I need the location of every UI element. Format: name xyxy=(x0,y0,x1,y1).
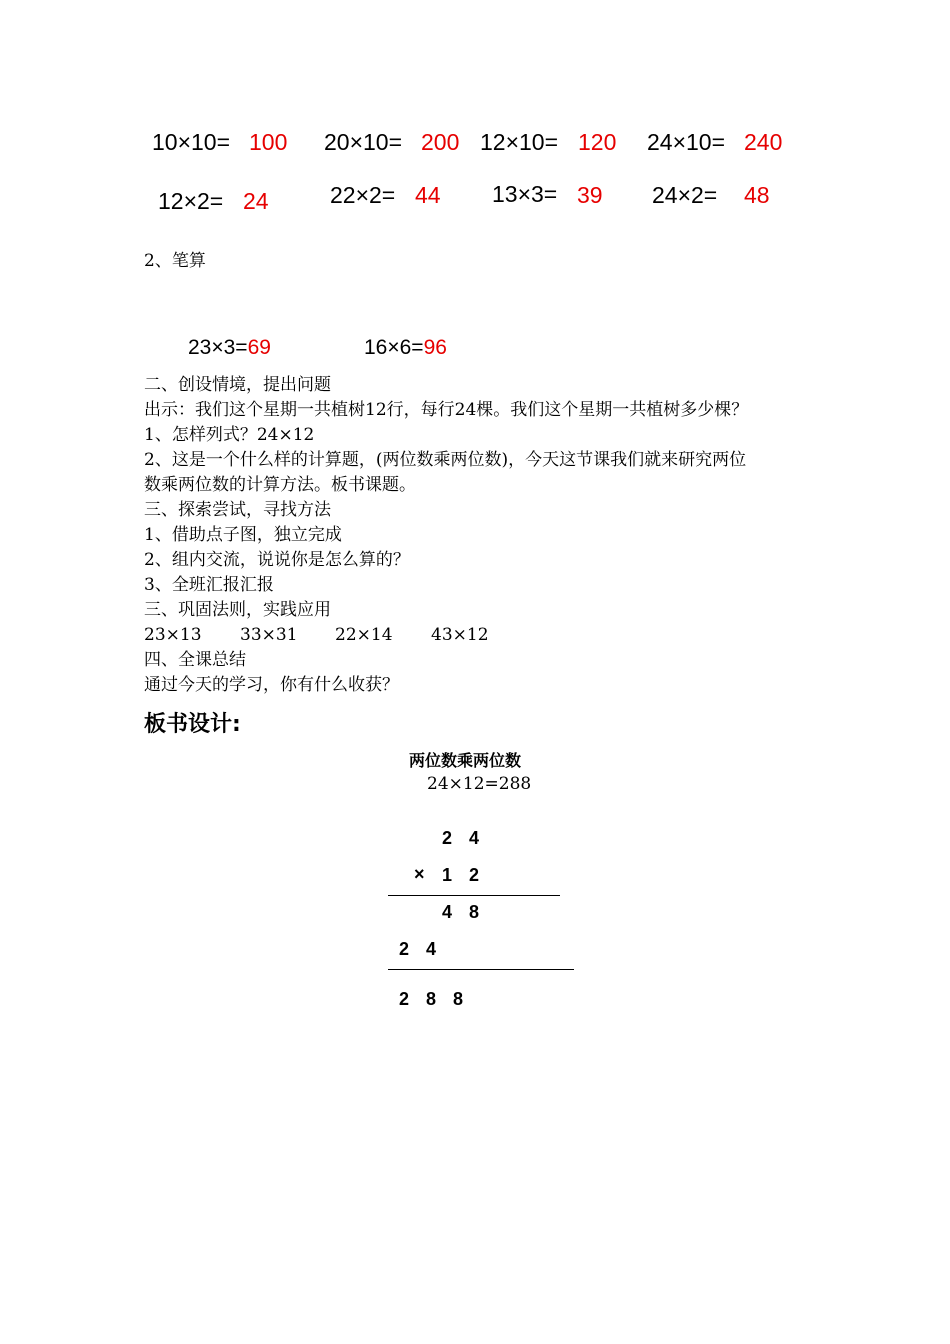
oral-calc-6-expr: 22×2= xyxy=(330,182,396,208)
text-line: 3、全班汇报汇报 xyxy=(144,575,274,595)
text-line: 1、怎样列式？24×12 xyxy=(144,425,315,445)
text-line: 四、全课总结 xyxy=(144,650,246,670)
board-equation: 24×12=288 xyxy=(427,774,532,794)
text-line: 通过今天的学习，你有什么收获？ xyxy=(144,675,399,695)
oral-calc-5-answer: 24 xyxy=(243,188,269,214)
vertical-digit: 2 xyxy=(399,939,410,959)
practice-item: 43×12 xyxy=(431,625,489,645)
oral-calc-3-expr: 12×10= xyxy=(480,129,559,155)
written-calc-1-expr: 23×3= xyxy=(188,336,248,359)
oral-calc-6-answer: 44 xyxy=(415,182,441,208)
written-calc-2 xyxy=(364,336,447,360)
written-calc-2-answer: 96 xyxy=(423,336,447,359)
practice-item: 33×31 xyxy=(240,625,298,645)
vertical-digit: 2 xyxy=(399,989,410,1009)
oral-calc-7-expr: 13×3= xyxy=(492,181,558,207)
oral-calc-1-answer: 100 xyxy=(249,129,288,155)
vertical-digit: 4 xyxy=(426,939,437,959)
vertical-digit: 2 xyxy=(442,828,453,848)
text-line: 三、巩固法则，实践应用 xyxy=(144,600,331,620)
written-calc-heading: 2、笔算 xyxy=(144,251,206,271)
practice-item: 22×14 xyxy=(335,625,393,645)
oral-calc-1-expr: 10×10= xyxy=(152,129,231,155)
board-heading: 板书设计: xyxy=(144,712,241,737)
vertical-digit: 4 xyxy=(442,902,453,922)
text-line: 2、这是一个什么样的计算题，(两位数乘两位数)，今天这节课我们就来研究两位 xyxy=(144,450,747,470)
text-line: 数乘两位数的计算方法。板书课题。 xyxy=(144,475,416,495)
written-calc-2-expr: 16×6= xyxy=(364,336,424,359)
oral-calc-7-answer: 39 xyxy=(577,182,603,208)
vertical-digit: 4 xyxy=(469,828,480,848)
oral-calc-5-expr: 12×2= xyxy=(158,188,224,214)
oral-calc-2-expr: 20×10= xyxy=(324,129,403,155)
text-line: 2、组内交流，说说你是怎么算的？ xyxy=(144,550,410,570)
board-title: 两位数乘两位数 xyxy=(409,751,522,770)
text-line: 三、探索尝试，寻找方法 xyxy=(144,500,331,520)
vertical-digit: 1 xyxy=(442,865,453,885)
oral-calc-4-answer: 240 xyxy=(744,129,783,155)
oral-calc-2-answer: 200 xyxy=(421,129,460,155)
oral-calc-8-answer: 48 xyxy=(744,182,770,208)
text-line: 二、创设情境，提出问题 xyxy=(144,375,331,395)
written-calc-1 xyxy=(188,336,271,360)
oral-calc-8-expr: 24×2= xyxy=(652,182,718,208)
text-line: 1、借助点子图，独立完成 xyxy=(144,525,342,545)
vertical-digit: 8 xyxy=(469,902,480,922)
vertical-digit: 2 xyxy=(469,865,480,885)
vertical-rule-2 xyxy=(388,969,574,970)
vertical-digit: 8 xyxy=(426,989,437,1009)
vertical-rule-1 xyxy=(388,895,560,896)
written-calc-1-answer: 69 xyxy=(247,336,271,359)
practice-item: 23×13 xyxy=(144,625,202,645)
text-line: 出示：我们这个星期一共植树12行，每行24棵。我们这个星期一共植树多少棵？ xyxy=(144,400,749,420)
multiply-operator: × xyxy=(414,864,425,884)
oral-calc-4-expr: 24×10= xyxy=(647,129,726,155)
oral-calc-3-answer: 120 xyxy=(578,129,617,155)
vertical-digit: 8 xyxy=(453,989,464,1009)
